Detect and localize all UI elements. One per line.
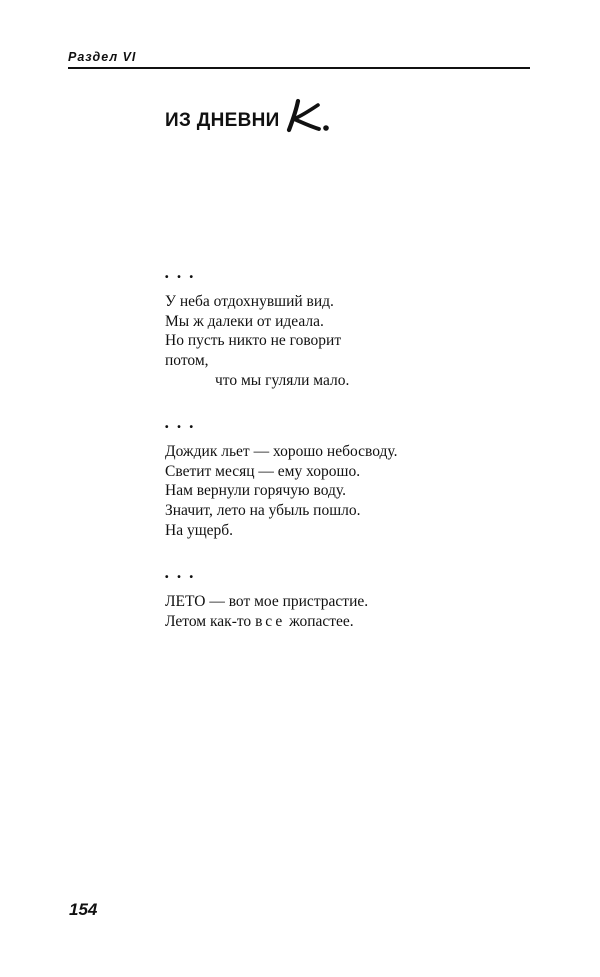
poem-line: Значит, лето на убыль пошло. bbox=[165, 502, 361, 520]
poem-line: Нам вернули горячую воду. bbox=[165, 482, 346, 500]
emphasized-word: все bbox=[255, 612, 286, 630]
handwritten-letter-k bbox=[285, 95, 333, 135]
poem-line bbox=[165, 612, 368, 632]
poem-line: Дождик льет — хорошо небосводу. bbox=[165, 443, 398, 460]
chapter-title bbox=[165, 95, 333, 133]
page-number: 154 bbox=[69, 900, 98, 919]
poem-3 bbox=[165, 568, 368, 631]
poem-line-part: жопастее. bbox=[285, 612, 354, 630]
poem-line: Светит месяц — ему хорошо. bbox=[165, 462, 361, 480]
poem-line: ЛЕТО — вот мое пристрастие. bbox=[165, 593, 369, 610]
section-marker: • • • bbox=[165, 272, 197, 283]
running-head: Раздел VI bbox=[68, 50, 137, 64]
handwritten-k-glyph bbox=[285, 95, 333, 135]
poem-line: Мы ж далеки от идеала. bbox=[165, 312, 324, 330]
poem-1 bbox=[165, 268, 349, 391]
poem-2 bbox=[165, 418, 397, 541]
section-marker: • • • bbox=[165, 422, 197, 433]
chapter-title-text: ИЗ ДНЕВНИ bbox=[165, 110, 280, 131]
poem-line: Но пусть никто не говорит bbox=[165, 332, 342, 350]
poem-line: потом, bbox=[165, 352, 209, 370]
header-rule bbox=[68, 67, 530, 69]
poem-line-part: Летом как-то bbox=[165, 612, 256, 630]
section-marker: • • • bbox=[165, 572, 197, 583]
poem-line: На ущерб. bbox=[165, 521, 234, 539]
poem-line: У неба отдохнувший вид. bbox=[165, 293, 334, 310]
poem-line: что мы гуляли мало. bbox=[215, 371, 350, 389]
